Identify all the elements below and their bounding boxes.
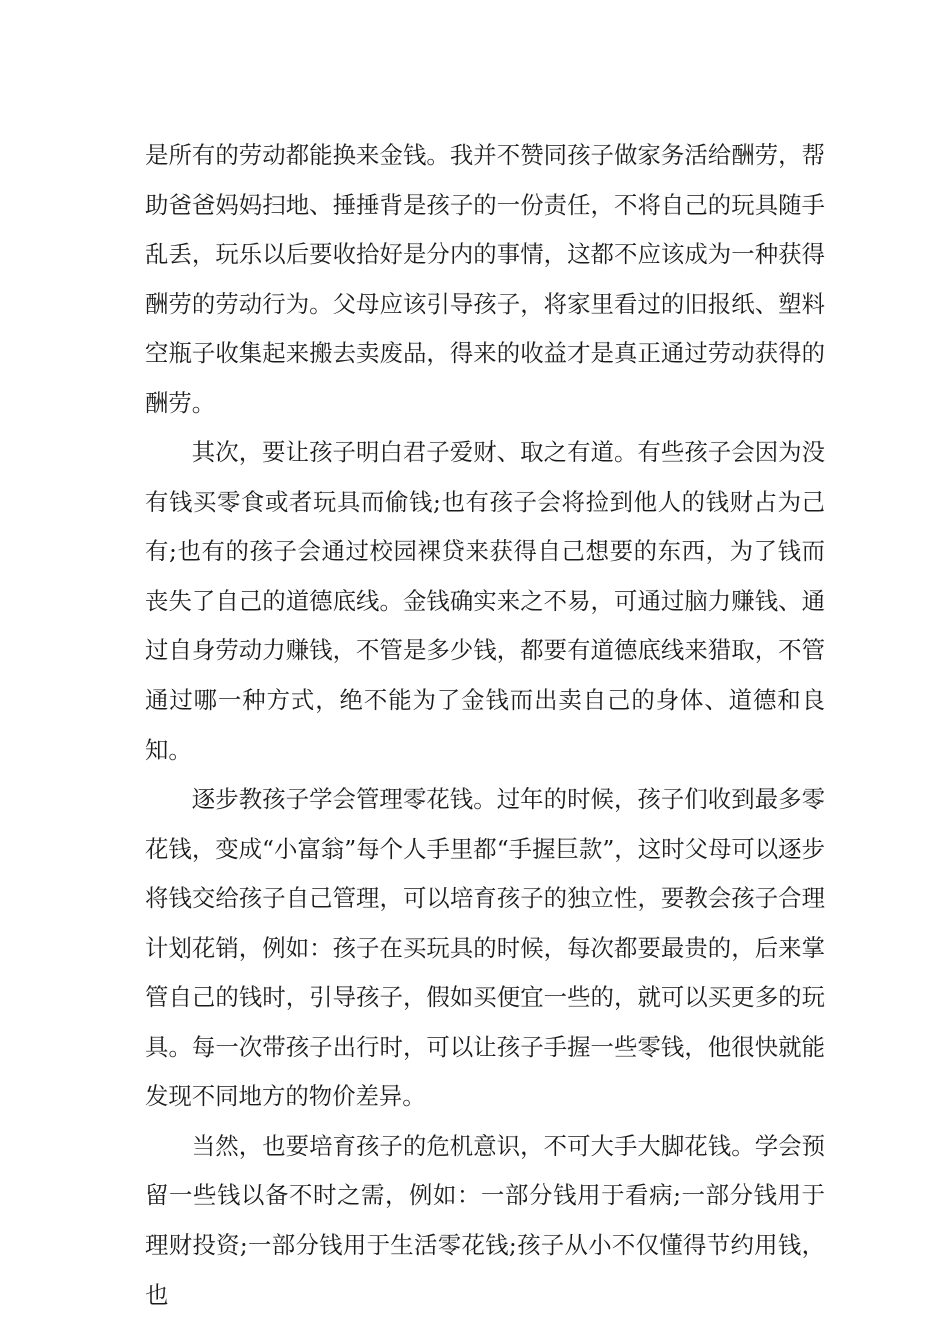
body-text bbox=[145, 131, 825, 1320]
paragraph-2: 其次，要让孩子明白君子爱财、取之有道。有些孩子会因为没有钱买零食或者玩具而偷钱;也有孩子会将捡到他人的钱财占为己有;也有的孩子会通过校园裸贷来获得自己想要的东西，为了钱而丧失了自己的道德底线。金钱确实来之不易，可通过脑力赚钱、通过自身劳动力赚钱，不管是多少钱，都要有道德底线来猎取，不管通过哪一种方式，绝不能为了金钱而出卖自己的身体、道德和良知。 bbox=[145, 438, 825, 764]
paragraph-4: 当然，也要培育孩子的危机意识，不可大手大脚花钱。学会预留一些钱以备不时之需，例如：一部分钱用于看病;一部分钱用于理财投资;一部分钱用于生活零花钱;孩子从小不仅懂得节约用钱，也 bbox=[145, 1131, 825, 1309]
paragraph-3: 逐步教孩子学会管理零花钱。过年的时候，孩子们收到最多零花钱，变成“小富翁”每个人手里都“手握巨款”，这时父母可以逐步将钱交给孩子自己管理，可以培育孩子的独立性，要教会孩子合理计划花销，例如：孩子在买玩具的时候，每次都要最贵的，后来掌管自己的钱时，引导孩子，假如买便宜一些的，就可以买更多的玩具。每一次带孩子出行时，可以让孩子手握一些零钱，他很快就能发现不同地方的物价差异。 bbox=[145, 785, 825, 1111]
paragraph-1: 是所有的劳动都能换来金钱。我并不赞同孩子做家务活给酬劳，帮助爸爸妈妈扫地、捶捶背是孩子的一份责任，不将自己的玩具随手乱丢，玩乐以后要收拾好是分内的事情，这都不应该成为一种获得酬劳的劳动行为。父母应该引导孩子，将家里看过的旧报纸、塑料空瓶子收集起来搬去卖废品，得来的收益才是真正通过劳动获得的酬劳。 bbox=[145, 141, 825, 417]
